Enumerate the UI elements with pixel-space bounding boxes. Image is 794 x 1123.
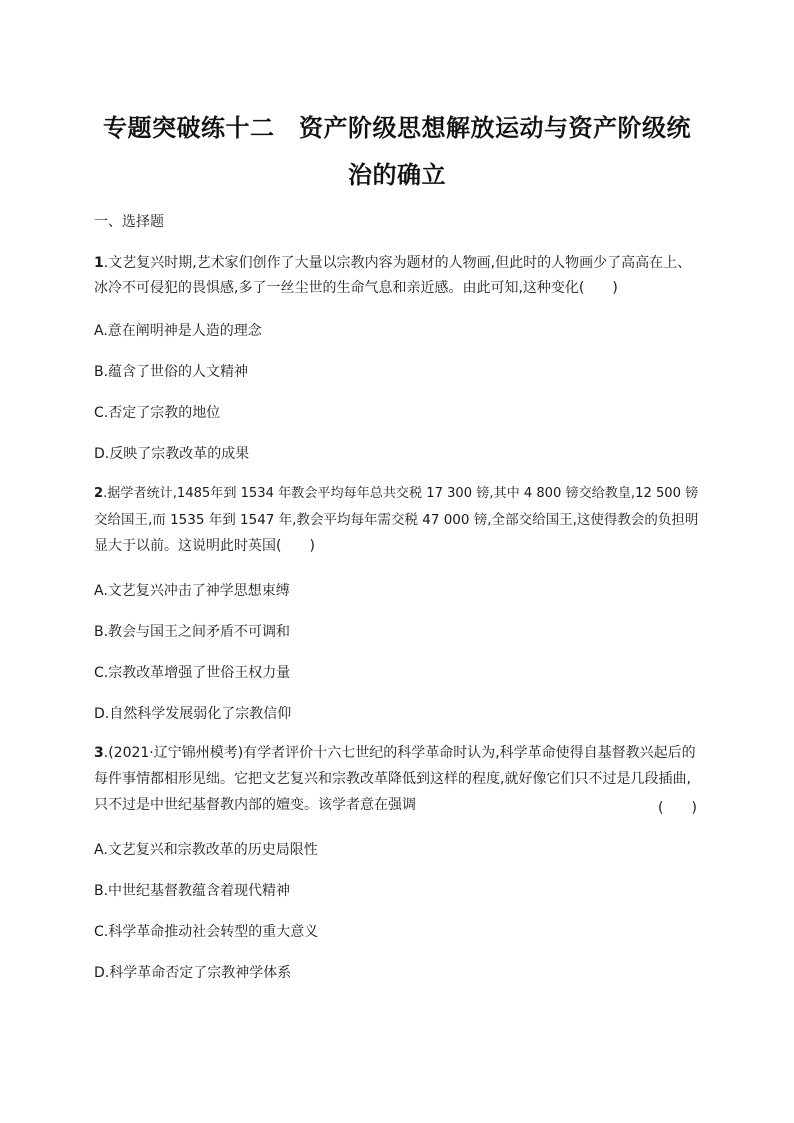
- question-3-option-b: B.中世纪基督教蕴含着现代精神: [94, 883, 291, 899]
- question-1-option-d: D.反映了宗教改革的成果: [94, 446, 250, 462]
- question-2-line-1: [94, 484, 698, 504]
- question-2-option-d: D.自然科学发展弱化了宗教信仰: [94, 706, 292, 722]
- question-1-option-b: B.蕴含了世俗的人文精神: [94, 364, 249, 380]
- question-1-line-2: 冰冷不可侵犯的畏惧感,多了一丝尘世的生命气息和亲近感。由此可知,这种变化( ): [94, 280, 618, 296]
- page-title-line-1: 专题突破练十二 资产阶级思想解放运动与资产阶级统: [103, 114, 691, 142]
- question-2-option-a: A.文艺复兴冲击了神学思想束缚: [94, 583, 290, 599]
- question-3-line-2: 每件事情都相形见绌。它把文艺复兴和宗教改革降低到这样的程度,就好像它们只不过是几段插曲,: [94, 771, 691, 787]
- question-3-line-3: 只不过是中世纪基督教内部的嬗变。该学者意在强调: [94, 797, 416, 813]
- question-3-option-a: A.文艺复兴和宗教改革的历史局限性: [94, 842, 318, 858]
- question-1-option-a: A.意在阐明神是人造的理念: [94, 323, 262, 339]
- section-heading: 一、选择题: [94, 214, 164, 230]
- question-3-answer-paren: ( ): [658, 800, 697, 816]
- question-3-option-c: C.科学革命推动社会转型的重大意义: [94, 924, 319, 940]
- question-1-line-1: [94, 253, 691, 273]
- page-title-line-2: 治的确立: [348, 161, 446, 189]
- question-1-option-c: C.否定了宗教的地位: [94, 405, 221, 421]
- question-2-line-2: 交给国王,而 1535 年到 1547 年,教会平均每年需交税 47 000 镑,全部交给国王,这使得教会的负担明: [94, 512, 699, 528]
- question-3-text-1: .(2021·辽宁锦州模考)有学者评价十六七世纪的科学革命时认为,科学革命使得自基督教兴起后的: [103, 745, 696, 761]
- question-2-option-b: B.教会与国王之间矛盾不可调和: [94, 624, 291, 640]
- question-3-number: 3: [94, 745, 104, 761]
- question-2-text-1: .据学者统计,1485年到 1534 年教会平均每年总共交税 17 300 镑,其中 4 800 镑交给教皇,12 500 镑: [103, 486, 699, 501]
- question-3-line-1: [94, 743, 696, 763]
- question-2-option-c: C.宗教改革增强了世俗王权力量: [94, 665, 291, 681]
- question-1-number: 1: [94, 255, 104, 271]
- question-2-number: 2: [94, 486, 104, 501]
- question-3-option-d: D.科学革命否定了宗教神学体系: [94, 965, 292, 981]
- question-1-text-1: .文艺复兴时期,艺术家们创作了大量以宗教内容为题材的人物画,但此时的人物画少了高高在上、: [103, 255, 692, 271]
- question-2-line-3: 显大于以前。这说明此时英国( ): [94, 538, 315, 554]
